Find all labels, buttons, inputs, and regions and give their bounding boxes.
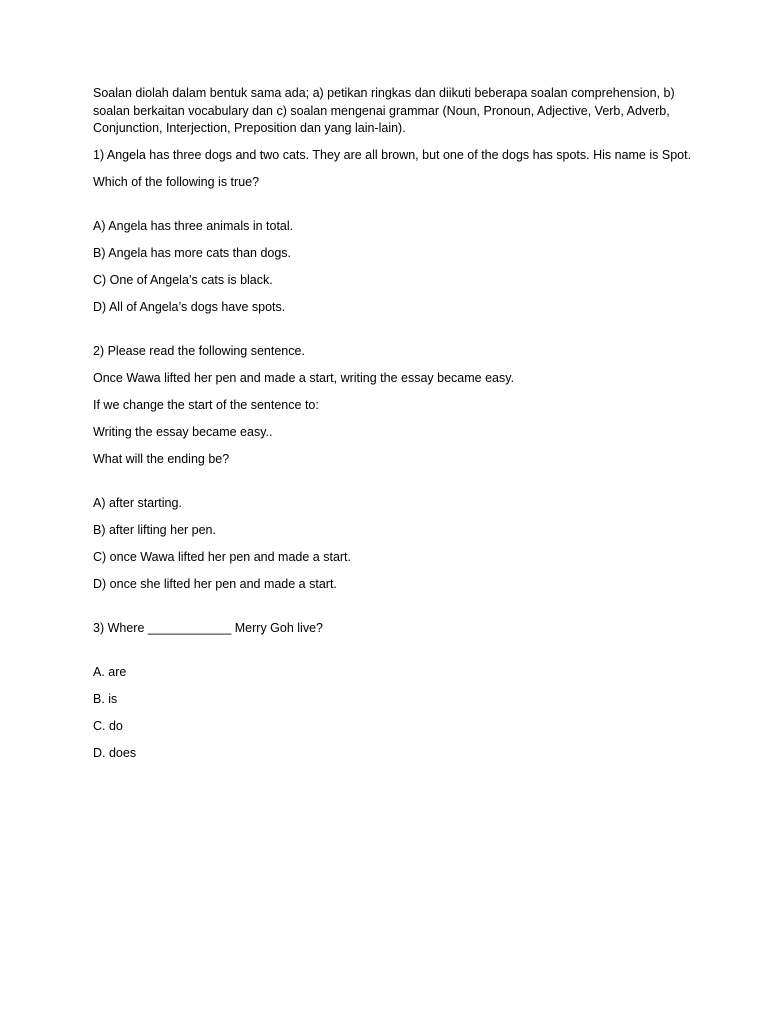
question-3-option-a: A. are: [93, 665, 127, 679]
question-2-option-b: B) after lifting her pen.: [93, 523, 216, 537]
question-3-option-d: D. does: [93, 746, 137, 760]
question-1-option-a: A) Angela has three animals in total.: [93, 219, 294, 233]
question-2-sentence: Once Wawa lifted her pen and made a start, writing the essay became easy.: [93, 371, 515, 385]
intro-paragraph: Soalan diolah dalam bentuk sama ada; a) petikan ringkas dan diikuti beberapa soalan comprehension, b) soalan berkaitan vocabulary dan c) soalan mengenai grammar (Noun, Pronoun, Adjective, Verb, Adverb, Conjunction, Interjection, Preposition dan yang lain-lain).: [93, 86, 679, 135]
question-2-change: If we change the start of the sentence to:: [93, 398, 319, 412]
spacer: [93, 647, 693, 664]
question-1-stem: 1) Angela has three dogs and two cats. They are all brown, but one of the dogs has spots. His name is Spot.: [93, 148, 692, 162]
question-2-new-start: Writing the essay became easy..: [93, 425, 273, 439]
document-page: [93, 85, 693, 772]
question-1-prompt: Which of the following is true?: [93, 175, 260, 189]
question-2-option-a: A) after starting.: [93, 496, 182, 510]
question-2-prompt: What will the ending be?: [93, 452, 230, 466]
spacer: [93, 201, 693, 218]
spacer: [93, 478, 693, 495]
question-3-option-c: C. do: [93, 719, 123, 733]
question-2-stem: 2) Please read the following sentence.: [93, 344, 305, 358]
spacer: [93, 326, 693, 343]
question-2-option-c: C) once Wawa lifted her pen and made a start.: [93, 550, 352, 564]
spacer: [93, 603, 693, 620]
question-1-option-d: D) All of Angela’s dogs have spots.: [93, 300, 286, 314]
question-1-option-c: C) One of Angela’s cats is black.: [93, 273, 273, 287]
question-1-option-b: B) Angela has more cats than dogs.: [93, 246, 292, 260]
question-2-option-d: D) once she lifted her pen and made a start.: [93, 577, 337, 591]
question-3-option-b: B. is: [93, 692, 118, 706]
question-3-stem: 3) Where ____________ Merry Goh live?: [93, 621, 323, 635]
